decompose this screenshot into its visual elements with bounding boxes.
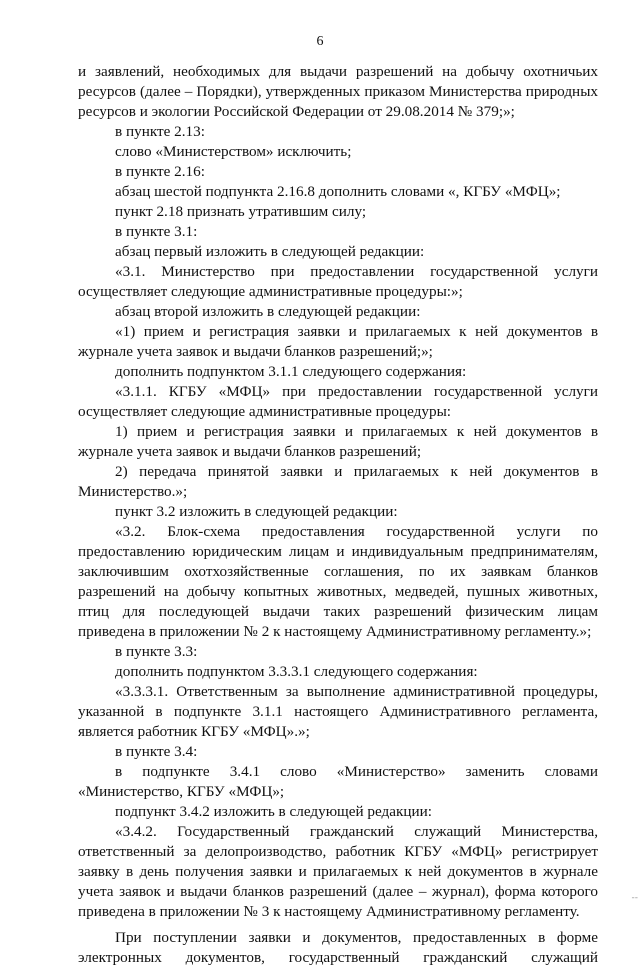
paragraph: подпункт 3.4.2 изложить в следующей редакции: bbox=[115, 803, 432, 820]
paragraph: 1) прием и регистрация заявки и прилагаемых к ней документов в журнале учета заявок и выдачи бланков разрешений; bbox=[78, 423, 598, 460]
paragraph: «3.1.1. КГБУ «МФЦ» при предоставлении государственной услуги осуществляет следующие административные процедуры: bbox=[78, 383, 598, 420]
paragraph: слово «Министерством» исключить; bbox=[115, 143, 352, 160]
paragraph: в пункте 3.3: bbox=[115, 643, 198, 660]
paragraph: в пункте 2.16: bbox=[115, 163, 205, 180]
paragraph: в пункте 3.1: bbox=[115, 223, 198, 240]
corner-mark: -- bbox=[631, 893, 638, 903]
paragraph: в пункте 3.4: bbox=[115, 743, 198, 760]
paragraph: абзац шестой подпункта 2.16.8 дополнить словами «, КГБУ «МФЦ»; bbox=[115, 183, 561, 200]
paragraph: и заявлений, необходимых для выдачи разрешений на добычу охотничьих ресурсов (далее – Порядки), утвержденных приказом Министерства природных ресурсов и экологии Российской Федерации от 29.08.2014 № 379;»; bbox=[78, 63, 598, 120]
page-number: 6 bbox=[316, 34, 324, 49]
paragraph: «3.4.2. Государственный гражданский служащий Министерства, ответственный за делопроизводство, работник КГБУ «МФЦ» регистрирует заявку в день получения заявки и прилагаемых к ней документов в журнале учета заявок и выдачи бланков разрешений (далее – журнал), форма которого приведена в приложении № 3 к настоящему Административному регламенту. bbox=[78, 823, 598, 920]
paragraph: дополнить подпунктом 3.3.3.1 следующего содержания: bbox=[115, 663, 478, 680]
paragraph: «3.3.3.1. Ответственным за выполнение административной процедуры, указанной в подпункте 3.1.1 настоящего Административного регламента, является работник КГБУ «МФЦ».»; bbox=[78, 683, 598, 740]
document-body bbox=[78, 62, 598, 968]
paragraph: пункт 2.18 признать утратившим силу; bbox=[115, 203, 367, 220]
paragraph: абзац первый изложить в следующей редакции: bbox=[115, 243, 425, 260]
paragraph: «1) прием и регистрация заявки и прилагаемых к ней документов в журнале учета заявок и выдачи бланков разрешений;»; bbox=[78, 323, 598, 360]
paragraph: 2) передача принятой заявки и прилагаемых к ней документов в Министерство.»; bbox=[78, 463, 598, 500]
paragraph: абзац второй изложить в следующей редакции: bbox=[115, 303, 421, 320]
paragraph: в пункте 2.13: bbox=[115, 123, 205, 140]
paragraph: дополнить подпунктом 3.1.1 следующего содержания: bbox=[115, 363, 467, 380]
paragraph: При поступлении заявки и документов, предоставленных в форме электронных документов, государственный гражданский служащий bbox=[78, 929, 598, 966]
paragraph: в подпункте 3.4.1 слово «Министерство» заменить словами «Министерство, КГБУ «МФЦ»; bbox=[78, 763, 598, 800]
paragraph: «3.2. Блок-схема предоставления государственной услуги по предоставлению юридическим лицам и индивидуальным предпринимателям, заключившим охотхозяйственные соглашения, по их заявкам бланков разрешений на добычу копытных животных, медведей, пушных животных, птиц для последующей выдачи таких разрешений физическим лицам приведена в приложении № 2 к настоящему Административному регламенту.»; bbox=[78, 523, 598, 640]
paragraph: пункт 3.2 изложить в следующей редакции: bbox=[115, 503, 398, 520]
paragraph: «3.1. Министерство при предоставлении государственной услуги осуществляет следующие административные процедуры:»; bbox=[78, 263, 598, 300]
